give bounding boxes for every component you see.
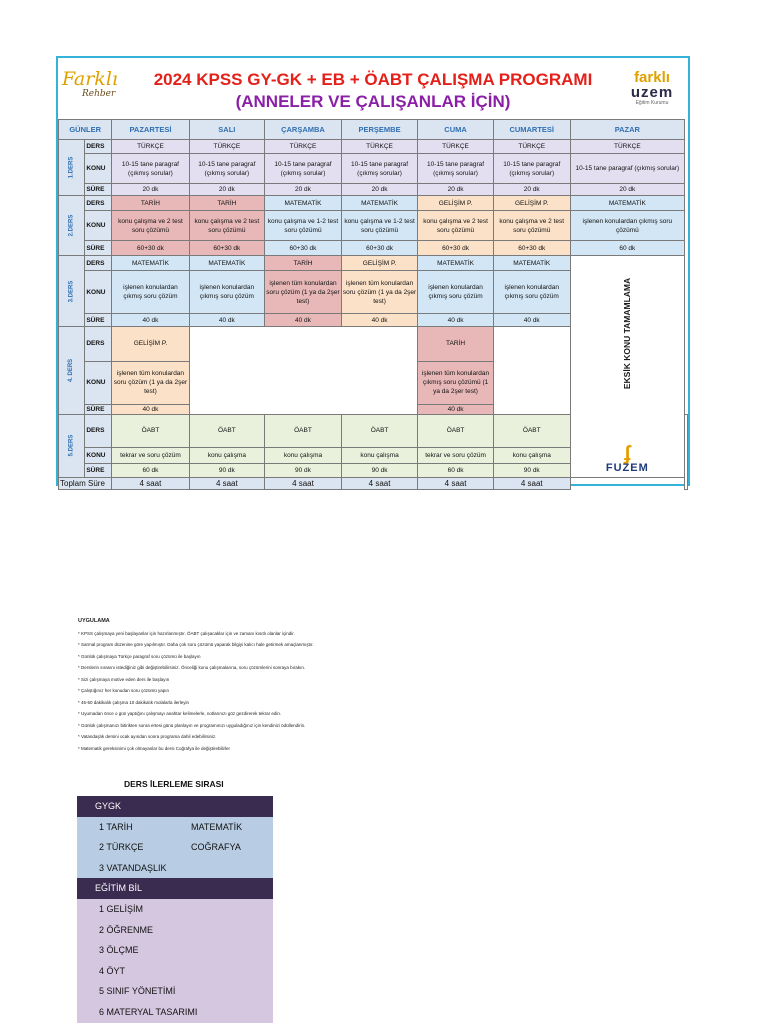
lesson1-ders-row: [59, 140, 688, 154]
subject-cell: TARİH: [112, 196, 189, 211]
day-header: PAZARTESİ: [112, 120, 189, 140]
order-item: 1 TARİH: [99, 821, 133, 832]
fuzem-logo: [606, 444, 649, 473]
group-text: 3.DERS: [68, 280, 75, 302]
duration-cell: 40 dk: [189, 314, 265, 327]
duration-cell: 20 dk: [112, 184, 189, 196]
duration-cell: 60+30 dk: [341, 241, 417, 256]
row-label-sure: SÜRE: [85, 184, 112, 196]
sunday-bottom-cell: [685, 414, 688, 490]
duration-cell: 90 dk: [265, 464, 342, 478]
topic-cell: işlenen tüm konulardan soru çözüm (1 ya da 2şer test): [341, 271, 417, 314]
subject-cell: MATEMATİK: [189, 256, 265, 271]
order-title: DERS İLERLEME SIRASI: [124, 779, 224, 789]
duration-cell: 20 dk: [418, 184, 494, 196]
order-item: 2 TÜRKÇE: [99, 842, 144, 853]
note-item: * Günlük çalışmaya Türkçe paragraf soru çözümü ile başlayın: [78, 653, 201, 659]
duration-cell: 60+30 dk: [493, 241, 570, 256]
row-label-ders: DERS: [85, 414, 112, 448]
duration-cell: 90 dk: [189, 464, 265, 478]
empty-cell: [189, 327, 418, 415]
topic-cell: 10-15 tane paragraf (çıkmış sorular): [112, 154, 189, 184]
lesson1-konu-row: [59, 154, 688, 184]
subject-cell: TÜRKÇE: [189, 140, 265, 154]
subject-cell: ÖABT: [418, 414, 494, 448]
day-header: SALI: [189, 120, 265, 140]
days-header-row: [59, 120, 688, 140]
subject-cell: MATEMATİK: [570, 196, 684, 211]
group-text: 5.DERS: [68, 434, 75, 457]
subject-cell: MATEMATİK: [112, 256, 189, 271]
duration-cell: 60 dk: [112, 464, 189, 478]
subject-cell: TÜRKÇE: [341, 140, 417, 154]
subject-cell: ÖABT: [493, 414, 570, 448]
total-row: [59, 478, 688, 490]
order-row: 1 GELİŞİM: [77, 899, 273, 920]
note-item: * Uyumadan önce o gün yaptığını çalışmayı anahtar kelimelerle, notlarınızı göz gezdirerek tekrar edin.: [78, 711, 282, 716]
duration-cell: 20 dk: [189, 184, 265, 196]
day-header: PERŞEMBE: [341, 120, 417, 140]
order-row: 2 ÖĞRENME: [77, 920, 273, 941]
subject-cell: ÖABT: [112, 414, 189, 448]
lesson-group-label: [59, 327, 85, 415]
row-label-konu: KONU: [85, 271, 112, 314]
order-row: 5 SINIF YÖNETİMİ: [77, 981, 273, 1002]
logo-left-text: Farklı: [62, 68, 118, 90]
lesson1-sure-row: [59, 184, 688, 196]
topic-cell: 10-15 tane paragraf (çıkmış sorular): [341, 154, 417, 184]
order-row: [77, 858, 273, 879]
subject-cell: GELİŞİM P.: [341, 256, 417, 271]
topic-cell: tekrar ve soru çözüm: [418, 448, 494, 464]
row-label-sure: SÜRE: [85, 464, 112, 478]
day-header: PAZAR: [570, 120, 684, 140]
lesson3-ders-row: [59, 256, 688, 271]
duration-cell: 90 dk: [341, 464, 417, 478]
total-cell: 4 saat: [493, 478, 570, 490]
logo-right-brand: uzem: [630, 84, 674, 101]
lesson-group-label: [59, 140, 85, 196]
order-row: [77, 837, 273, 858]
row-label-konu: KONU: [85, 361, 112, 404]
subject-cell: TÜRKÇE: [418, 140, 494, 154]
row-label-sure: SÜRE: [85, 241, 112, 256]
topic-cell: konu çalışma ve 2 test soru çözümü: [189, 211, 265, 241]
duration-cell: 60+30 dk: [418, 241, 494, 256]
duration-cell: 90 dk: [493, 464, 570, 478]
order-section-eb: EĞİTİM BİL: [77, 878, 273, 899]
group-text: 1.DERS: [68, 156, 75, 179]
sunday-side-cell: [570, 256, 684, 478]
duration-cell: 40 dk: [493, 314, 570, 327]
fuzem-name: FUZEM: [605, 462, 649, 474]
duration-cell: 60+30 dk: [189, 241, 265, 256]
order-row: [77, 817, 273, 838]
lesson2-konu-row: [59, 211, 688, 241]
topic-cell: konu çalışma: [265, 448, 342, 464]
row-label-konu: KONU: [85, 154, 112, 184]
lesson2-sure-row: [59, 241, 688, 256]
topic-cell: konu çalışma: [493, 448, 570, 464]
duration-cell: 20 dk: [341, 184, 417, 196]
subject-cell: ÖABT: [189, 414, 265, 448]
note-item: * Çalıştığınız her konudan soru çözümü yapın: [78, 688, 170, 693]
topic-cell: işlenen tüm konulardan soru çözüm (1 ya da 2şer test): [112, 361, 189, 404]
note-item: * Matematik gereksinimi çok olmayanlar bu dersi Coğrafya ile değiştirebilirler: [78, 745, 231, 751]
note-item: * Sizi çalışmaya motive eden ders ile başlayın: [78, 676, 170, 682]
row-label-konu: KONU: [85, 211, 112, 241]
topic-cell: konu çalışma ve 1-2 test soru çözümü: [265, 211, 342, 241]
duration-cell: 40 dk: [112, 404, 189, 414]
subject-cell: GELİŞİM P.: [493, 196, 570, 211]
total-label: Toplam Süre: [59, 478, 112, 490]
topic-cell: işlenen konulardan çıkmış soru çözüm: [112, 271, 189, 314]
subject-cell: MATEMATİK: [265, 196, 342, 211]
subject-cell: TÜRKÇE: [493, 140, 570, 154]
subject-cell: TÜRKÇE: [265, 140, 342, 154]
order-item: COĞRAFYA: [191, 842, 241, 853]
lesson-group-label: [59, 196, 85, 256]
topic-cell: konu çalışma: [189, 448, 265, 464]
day-header: CUMA: [418, 120, 494, 140]
note-item: * 45-50 dakikalık çalışma 10 dakikalık molalarla ilerleyin: [78, 699, 190, 705]
subject-cell: TÜRKÇE: [112, 140, 189, 154]
order-item: 3 VATANDAŞLIK: [99, 862, 167, 873]
note-item: * Vatandaşlık dersini ocak ayından sonra programa dahil edebilirsiniz.: [78, 734, 217, 739]
order-row: 4 ÖYT: [77, 961, 273, 982]
duration-cell: 60 dk: [570, 241, 684, 256]
subject-cell: TARİH: [265, 256, 342, 271]
schedule-frame: [56, 56, 690, 486]
topic-cell: 10-15 tane paragraf (çıkmış sorular): [265, 154, 342, 184]
topic-cell: işlenen konulardan çıkmış soru çözüm: [493, 271, 570, 314]
duration-cell: 40 dk: [265, 314, 342, 327]
note-item: * Günlük çalışmanızı bitirikten sonra ertesi günü planlayın ve programınızı uyguladığınız için kendinizi ödüllendirin.: [78, 722, 306, 728]
duration-cell: 40 dk: [418, 314, 494, 327]
row-label-sure: SÜRE: [85, 404, 112, 414]
row-label-ders: DERS: [85, 196, 112, 211]
subject-cell: TARİH: [189, 196, 265, 211]
order-row: 6 MATERYAL TASARIMI: [77, 1002, 273, 1023]
total-cell: 4 saat: [265, 478, 342, 490]
total-cell: 4 saat: [341, 478, 417, 490]
subject-cell: TÜRKÇE: [570, 140, 684, 154]
topic-cell: tekrar ve soru çözüm: [112, 448, 189, 464]
subject-cell: MATEMATİK: [493, 256, 570, 271]
note-item: * KPSS çalışmaya yeni başlayanlar için hazırlanmıştır. ÖABT çalışacaklar için ve zamanı kısıtlı olanlar içindir.: [78, 630, 295, 636]
order-item: MATEMATİK: [191, 821, 243, 832]
lesson-group-label: [59, 256, 85, 327]
duration-cell: 20 dk: [570, 184, 684, 196]
topic-cell: 10-15 tane paragraf (çıkmış sorular): [418, 154, 494, 184]
logo-right-tagline: Eğitim Kurumu: [635, 100, 669, 106]
topic-cell: 10-15 tane paragraf (çıkmış sorular): [570, 154, 684, 184]
page-subtitle: (ANNELER VE ÇALIŞANLAR İÇİN): [235, 92, 511, 111]
fuzem-mark-icon: ʄ: [624, 443, 631, 465]
application-notes: [78, 616, 718, 754]
topic-cell: işlenen konulardan çıkmış soru çözüm: [189, 271, 265, 314]
topic-cell: konu çalışma ve 2 test soru çözümü: [112, 211, 189, 241]
row-label-ders: DERS: [85, 140, 112, 154]
duration-cell: 40 dk: [341, 314, 417, 327]
topic-cell: işlenen tüm konulardan soru çözüm (1 ya da 2şer test): [265, 271, 342, 314]
schedule-header: [58, 58, 688, 119]
topic-cell: konu çalışma ve 2 test soru çözümü: [418, 211, 494, 241]
group-text: 2.DERS: [68, 214, 75, 237]
row-label-sure: SÜRE: [85, 314, 112, 327]
days-label: GÜNLER: [59, 120, 112, 140]
duration-cell: 20 dk: [493, 184, 570, 196]
page-title: 2024 KPSS GY-GK + EB + ÖABT ÇALIŞMA PROGRAMI: [153, 70, 593, 89]
subject-cell: GELİŞİM P.: [418, 196, 494, 211]
subject-cell: MATEMATİK: [418, 256, 494, 271]
total-cell: 4 saat: [418, 478, 494, 490]
row-label-konu: KONU: [85, 448, 112, 464]
subject-cell: TARİH: [418, 327, 494, 362]
topic-cell: konu çalışma: [341, 448, 417, 464]
topic-cell: konu çalışma ve 1-2 test soru çözümü: [341, 211, 417, 241]
empty-cell: [493, 327, 570, 415]
notes-heading: UYGULAMA: [78, 618, 110, 624]
logo-right-text: farklı: [634, 69, 670, 86]
topic-cell: işlenen konulardan çıkmış soru çözümü: [570, 211, 684, 241]
duration-cell: 20 dk: [265, 184, 342, 196]
subject-cell: ÖABT: [265, 414, 342, 448]
topic-cell: 10-15 tane paragraf (çıkmış sorular): [493, 154, 570, 184]
order-row: 3 ÖLÇME: [77, 940, 273, 961]
order-section-gygk: GYGK: [77, 796, 273, 817]
note-item: * Derslerin sırasını istediğiniz gibi değiştirebilirsiniz. Önceliği konu çalışmalarına, soru çözümlerini sonraya bırakın.: [78, 665, 306, 670]
order-list: [77, 796, 273, 1023]
schedule-table: [58, 119, 688, 490]
farkli-uzem-logo: [626, 70, 678, 106]
duration-cell: 60 dk: [418, 464, 494, 478]
subject-cell: ÖABT: [341, 414, 417, 448]
total-cell: 4 saat: [112, 478, 189, 490]
row-label-ders: DERS: [85, 256, 112, 271]
day-header: CUMARTESİ: [493, 120, 570, 140]
subject-cell: MATEMATİK: [341, 196, 417, 211]
sunday-note-text: EKSİK KONU TAMAMLAMA: [621, 277, 632, 389]
duration-cell: 40 dk: [112, 314, 189, 327]
lesson2-ders-row: [59, 196, 688, 211]
topic-cell: işlenen tüm konulardan çıkmış soru çözümü (1 ya da 2şer test): [418, 361, 494, 404]
group-text: 4. DERS: [68, 358, 75, 382]
duration-cell: 40 dk: [418, 404, 494, 414]
topic-cell: konu çalışma ve 2 test soru çözümü: [493, 211, 570, 241]
topic-cell: 10-15 tane paragraf (çıkmış sorular): [189, 154, 265, 184]
subject-cell: GELİŞİM P.: [112, 327, 189, 362]
lesson-group-label: [59, 414, 85, 478]
logo-left-subtext: Rehber: [82, 89, 116, 99]
duration-cell: 60+30 dk: [265, 241, 342, 256]
topic-cell: işlenen konulardan çıkmış soru çözüm: [418, 271, 494, 314]
duration-cell: 60+30 dk: [112, 241, 189, 256]
day-header: ÇARŞAMBA: [265, 120, 342, 140]
note-item: * Sarmal program düzenine göre yapılmıştır. Daha çok soru çözümü yaparak bilgiyi kalıcı hale getirmek amaçlanmıştır.: [78, 642, 314, 647]
total-cell: 4 saat: [189, 478, 265, 490]
row-label-ders: DERS: [85, 327, 112, 362]
